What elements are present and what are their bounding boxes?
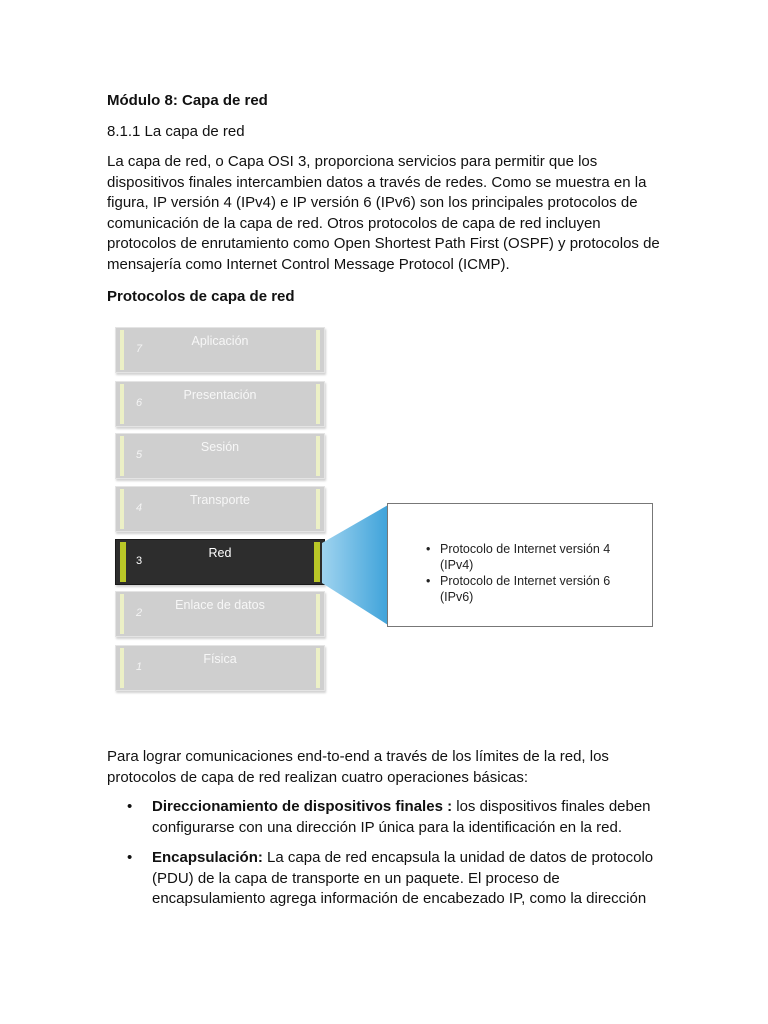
- intro-paragraph: La capa de red, o Capa OSI 3, proporciona servicios para permitir que los dispositivos finales intercambien datos a través de redes. Como se muestra en la figura, IP versión 4 (IPv4) e IP versión 6 (IPv6) son los principales protocolos de comunicación de la capa de red. Otros protocolos de capa de red incluyen protocolos de enrutamiento como Open Shortest Path First (OSPF) y protocolos de mensajería como Internet Control Message Protocol (ICMP).: [107, 153, 660, 273]
- protocol-list: [426, 542, 626, 606]
- bullet-icon: •: [127, 798, 133, 815]
- protocol-item: [426, 574, 626, 605]
- osi-layer-2: [115, 591, 325, 637]
- layer-name: Enlace de datos: [175, 598, 265, 612]
- protocol-label: Protocolo de Internet versión 6 (IPv6): [440, 574, 611, 604]
- highlight-beam: [322, 505, 388, 625]
- layer-number: 6: [136, 397, 143, 409]
- osi-layer-7: [115, 327, 325, 373]
- figure-heading: Protocolos de capa de red: [107, 288, 295, 305]
- osi-layer-5: [115, 433, 325, 479]
- bullet-icon: •: [426, 574, 431, 588]
- protocol-item: [426, 542, 626, 573]
- bullet-icon: •: [426, 542, 431, 556]
- list-item: [107, 797, 667, 838]
- layer-number: 3: [136, 555, 143, 567]
- protocol-label: Protocolo de Internet versión 4 (IPv4): [440, 542, 611, 572]
- list-item: [107, 848, 667, 910]
- layer-number: 4: [136, 502, 143, 514]
- osi-layer-1: [115, 645, 325, 691]
- osi-layer-6: [115, 381, 325, 427]
- layer-number: 2: [136, 607, 143, 619]
- layer-name: Aplicación: [191, 334, 249, 348]
- layer-number: 1: [136, 661, 143, 673]
- section-subtitle: 8.1.1 La capa de red: [107, 123, 245, 140]
- layer-name: Sesión: [200, 440, 240, 454]
- layer-name: Física: [203, 652, 237, 666]
- osi-layer-3-active: [115, 539, 325, 585]
- operations-intro: Para lograr comunicaciones end-to-end a través de los límites de la red, los protocolos de capa de red realizan cuatro operaciones básicas:: [107, 748, 609, 786]
- layer-name: Transporte: [190, 493, 250, 507]
- layer-number: 5: [136, 449, 143, 461]
- osi-layers-figure: [113, 323, 658, 698]
- operation-term: Direccionamiento de dispositivos finales :: [152, 798, 453, 815]
- operation-desc: los dispositivos finales deben configurarse con una dirección IP única para la identificación en la red.: [152, 798, 651, 836]
- protocol-info-box: [387, 503, 653, 627]
- layer-name: Red: [208, 546, 232, 560]
- osi-layer-4: [115, 486, 325, 532]
- operation-term: Encapsulación:: [152, 849, 263, 866]
- layer-number: 7: [136, 343, 143, 355]
- module-title: Módulo 8: Capa de red: [107, 92, 268, 109]
- operations-list: [107, 797, 667, 920]
- layer-name: Presentación: [183, 388, 257, 402]
- bullet-icon: •: [127, 849, 133, 866]
- operation-desc: La capa de red encapsula la unidad de datos de protocolo (PDU) de la capa de transporte en un paquete. El proceso de encapsulamiento agrega información de encabezado IP, como la dirección: [152, 849, 654, 907]
